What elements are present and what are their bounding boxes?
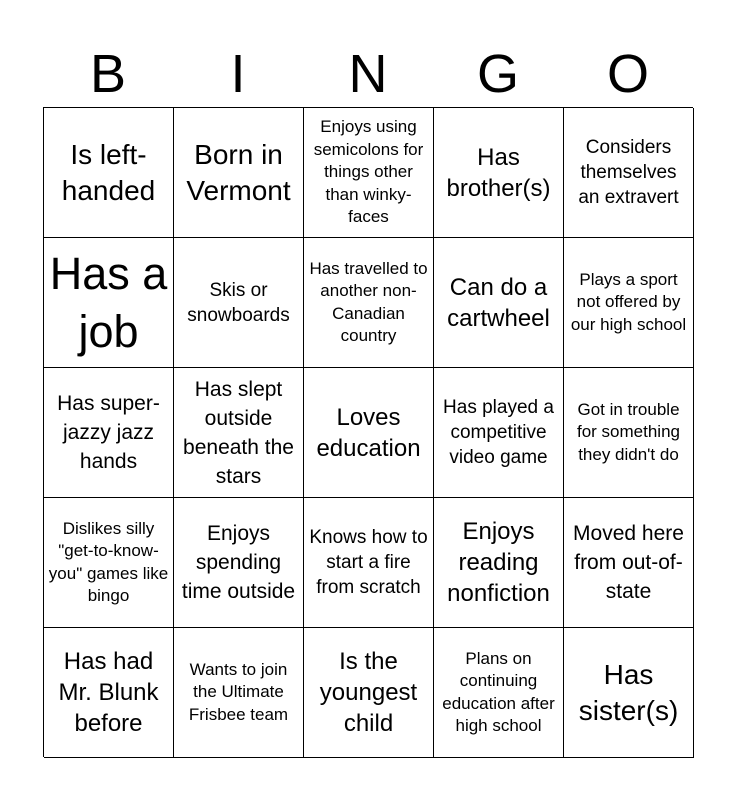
header-letter-b: B [89,44,127,104]
cell-text: Knows how to start a fire from scratch [309,527,428,598]
header-letter-n: N [348,44,388,104]
cell-text: Considers themselves an extravert [578,137,679,208]
cell-text: Got in trouble for something they didn't do [577,399,680,464]
bingo-cell-r2c4[interactable] [434,238,564,368]
bingo-cell-r2c1[interactable] [44,238,174,368]
cell-text: Moved here from out-of-state [573,522,684,603]
bingo-cell-r1c2[interactable] [174,108,304,238]
bingo-cell-r4c1[interactable] [44,498,174,628]
cell-text: Is the youngest child [319,648,418,737]
cell-text: Is left-handed [61,138,156,206]
cell-text: Enjoys spending time outside [181,522,296,603]
cell-text: Has super-jazzy jazz hands [57,392,160,473]
bingo-cell-r2c5[interactable] [564,238,694,368]
header-letter-o: O [606,44,649,104]
bingo-cell-r5c3[interactable] [304,628,434,758]
cell-text: Born in Vermont [186,138,291,206]
bingo-cell-r2c2[interactable] [174,238,304,368]
bingo-cell-r3c2[interactable] [174,368,304,498]
bingo-cell-r5c4[interactable] [434,628,564,758]
cell-text: Has had Mr. Blunk before [58,648,159,737]
header-letter-g: G [476,44,519,104]
cell-text: Has played a competitive video game [443,397,554,468]
bingo-cell-r5c2[interactable] [174,628,304,758]
cell-text: Has sister(s) [578,658,679,726]
cell-text: Plans on continuing education after high school [442,648,555,735]
bingo-cell-r5c5[interactable] [564,628,694,758]
bingo-cell-r4c4[interactable] [434,498,564,628]
cell-text: Loves education [316,403,421,462]
bingo-grid [43,107,693,757]
cell-text: Can do a cartwheel [447,273,550,332]
cell-text: Skis or snowboards [187,279,290,326]
bingo-cell-r3c5[interactable] [564,368,694,498]
bingo-cell-r3c3[interactable] [304,368,434,498]
cell-text: Dislikes silly "get-to-know-you" games like bingo [48,518,169,605]
bingo-cell-r1c1[interactable] [44,108,174,238]
header-letter-i: I [230,44,246,104]
bingo-cell-r3c4[interactable] [434,368,564,498]
cell-text: Has slept outside beneath the stars [183,377,294,488]
bingo-cell-r4c5[interactable] [564,498,694,628]
bingo-cell-r2c3[interactable] [304,238,434,368]
bingo-cell-r5c1[interactable] [44,628,174,758]
cell-text: Plays a sport not offered by our high school [570,269,687,334]
bingo-header [43,40,693,108]
cell-text: Has a job [49,247,168,357]
cell-text: Wants to join the Ultimate Frisbee team [188,659,289,724]
bingo-cell-r4c2[interactable] [174,498,304,628]
bingo-cell-r1c3[interactable] [304,108,434,238]
cell-text: Enjoys reading nonfiction [447,518,550,607]
bingo-cell-r4c3[interactable] [304,498,434,628]
cell-text: Has travelled to another non-Canadian country [309,258,428,345]
bingo-cell-r1c4[interactable] [434,108,564,238]
cell-text: Enjoys using semicolons for things other than winky-faces [313,117,424,227]
cell-text: Has brother(s) [446,143,551,202]
bingo-cell-r3c1[interactable] [44,368,174,498]
bingo-cell-r1c5[interactable] [564,108,694,238]
